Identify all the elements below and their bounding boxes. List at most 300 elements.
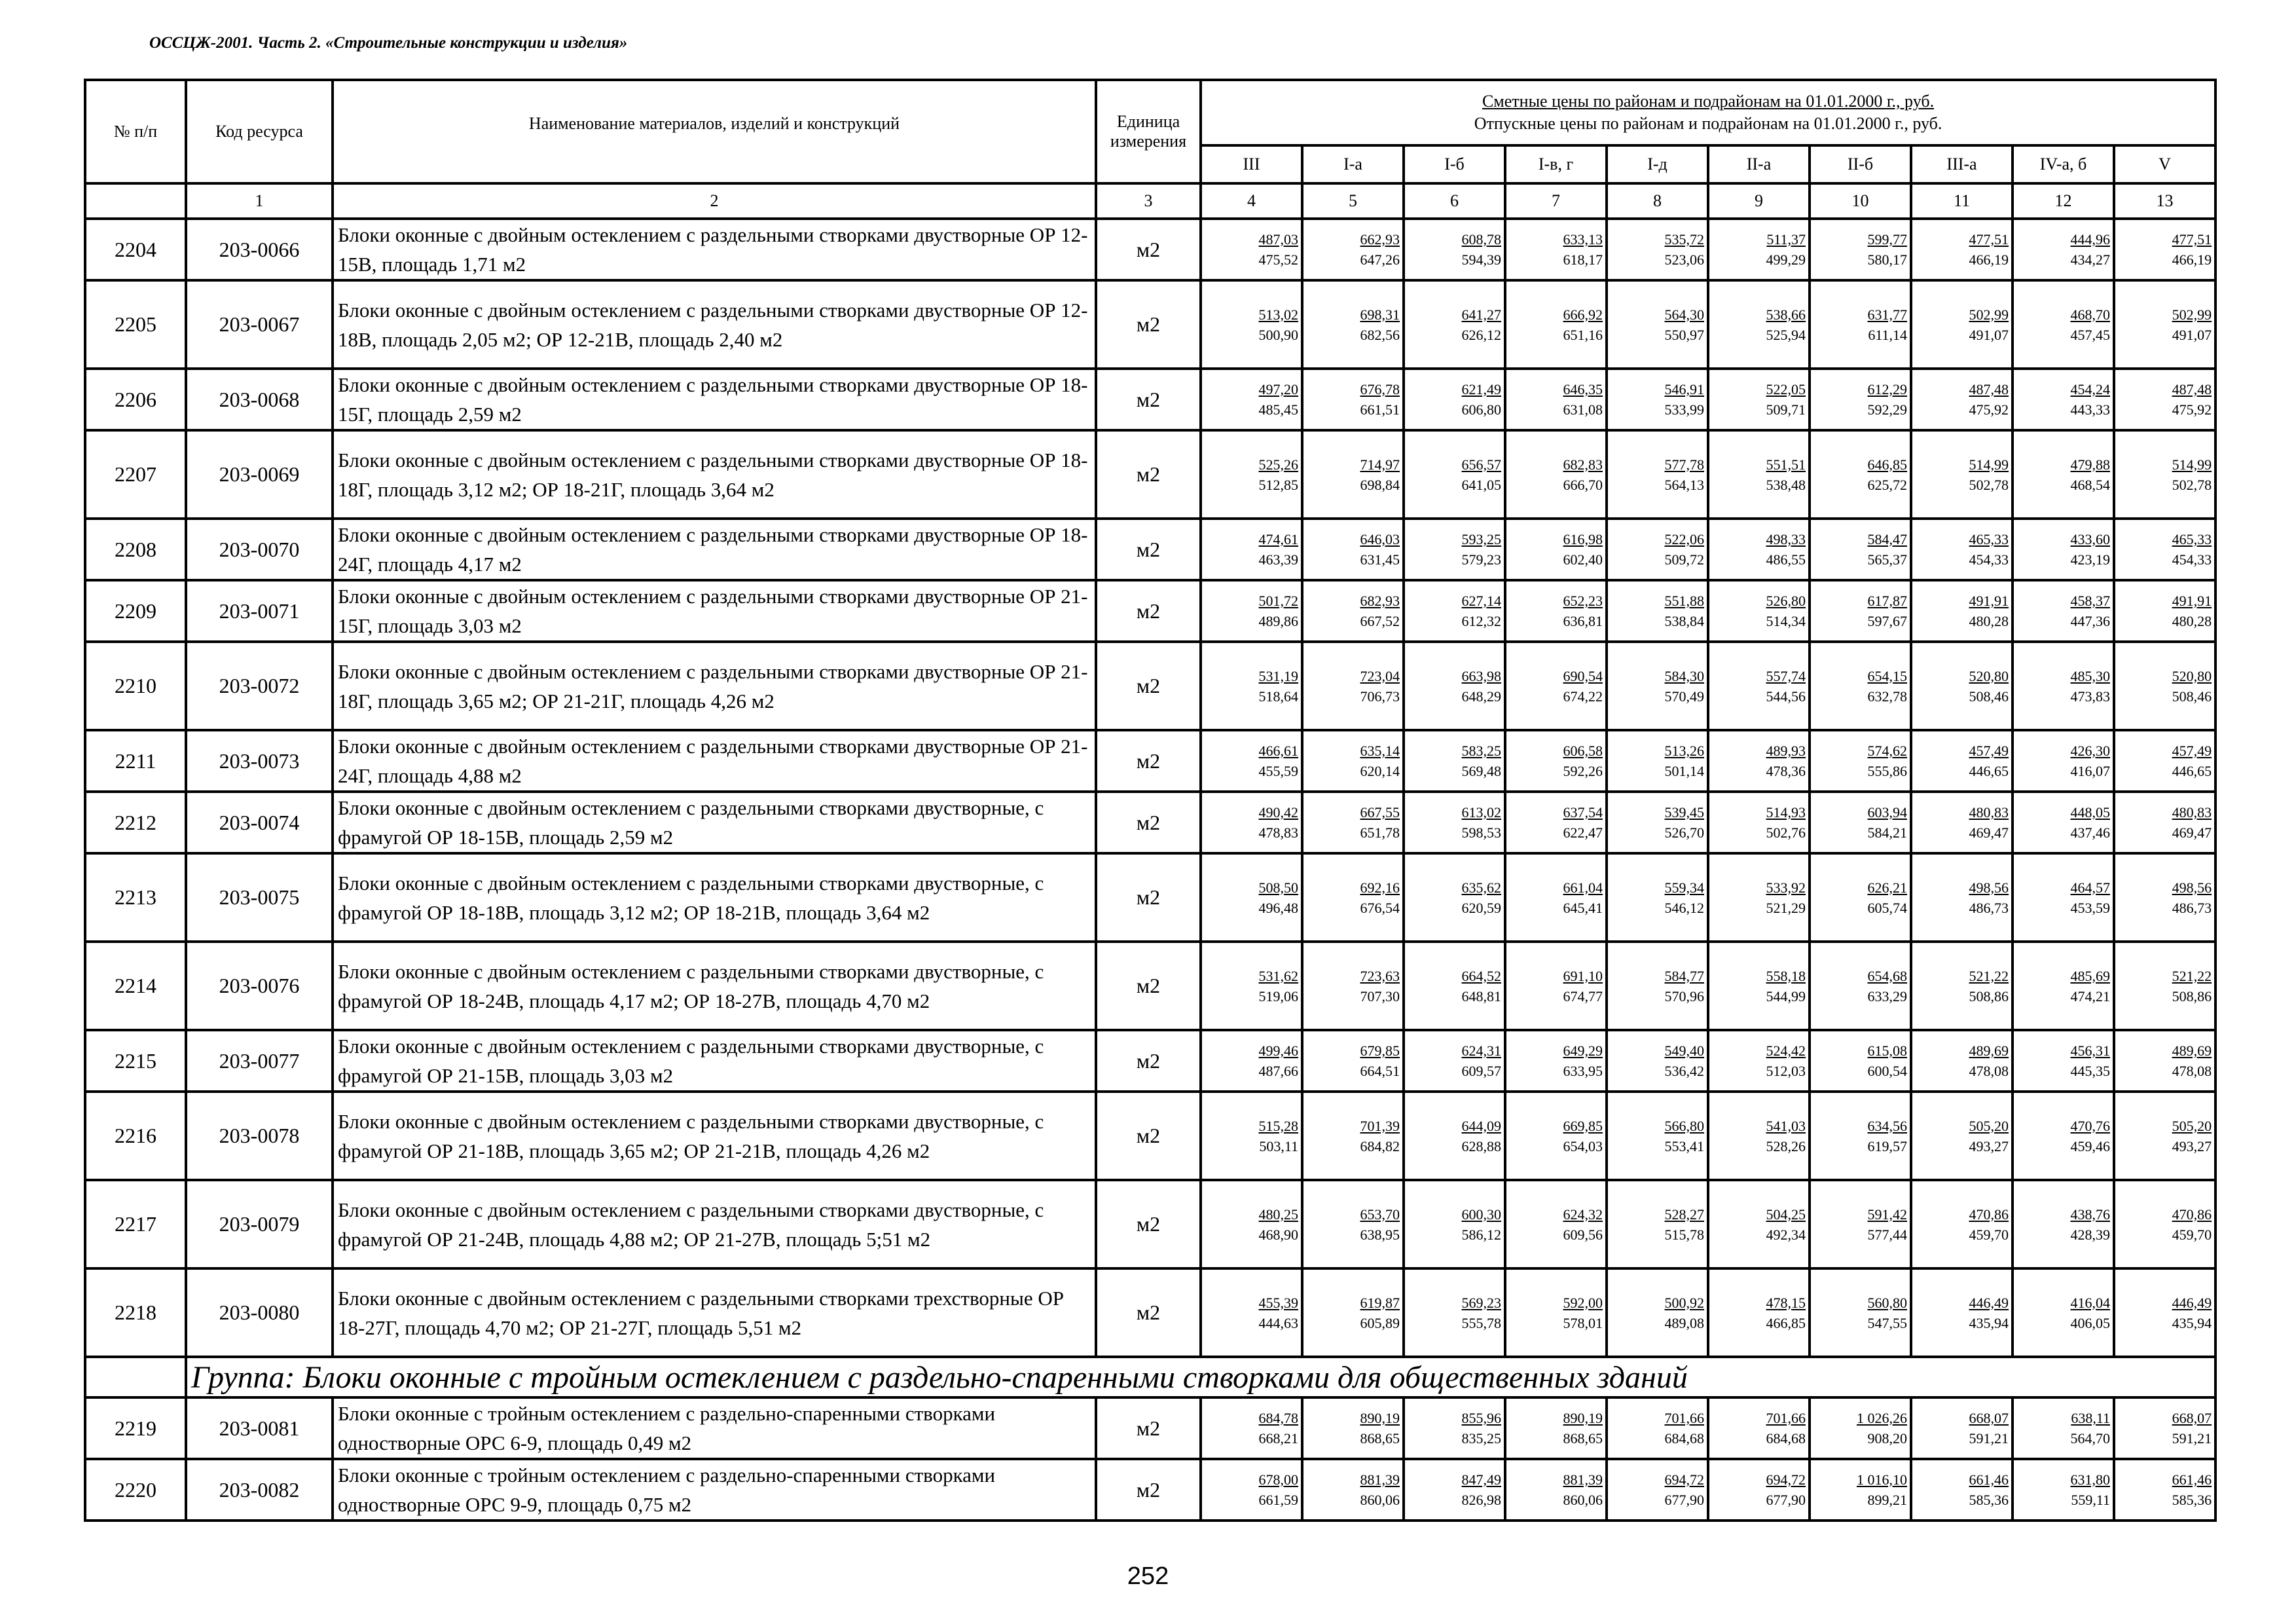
- estimate-price: 593,25: [1461, 531, 1501, 547]
- price-cell: [1810, 730, 1911, 792]
- release-price: 908,20: [1867, 1430, 1907, 1447]
- price-cell: [1404, 280, 1505, 369]
- price-cell: [1505, 1092, 1607, 1180]
- price-cell: [1911, 1092, 2013, 1180]
- header-prices-estimate: Сметные цены по районам и подрайонам на 01.01.2000 г., руб.: [1482, 92, 1935, 111]
- price-cell: [1607, 642, 1708, 730]
- price-cell: [1505, 730, 1607, 792]
- price-cell: [1201, 730, 1302, 792]
- release-price: 677,90: [1664, 1492, 1704, 1508]
- estimate-price: 600,30: [1461, 1206, 1501, 1223]
- estimate-price: 668,07: [2172, 1410, 2212, 1426]
- release-price: 586,12: [1461, 1226, 1501, 1243]
- material-name: Блоки оконные с двойным остеклением с раздельными створками двустворные, с фрамугой ОР 21-18В, площадь 3,65 м2; ОР 21-21В, площадь 4,26 м2: [333, 1092, 1096, 1180]
- estimate-price: 599,77: [1867, 231, 1907, 248]
- price-cell: [1607, 1180, 1708, 1268]
- release-price: 868,65: [1360, 1430, 1400, 1447]
- price-cell: [1505, 792, 1607, 853]
- estimate-price: 666,92: [1563, 306, 1603, 323]
- release-price: 492,34: [1766, 1226, 1806, 1243]
- resource-code: 203-0076: [186, 942, 333, 1030]
- release-price: 445,35: [2070, 1063, 2110, 1079]
- price-cell: [2114, 792, 2215, 853]
- price-cell: [2013, 580, 2114, 642]
- estimate-price: 458,37: [2070, 593, 2110, 609]
- price-cell: [2114, 580, 2215, 642]
- estimate-price: 701,66: [1766, 1410, 1806, 1426]
- table-row: [85, 1459, 2215, 1521]
- price-cell: [1302, 430, 1404, 519]
- estimate-price: 470,76: [2070, 1117, 2110, 1134]
- row-number: 2204: [85, 219, 186, 280]
- price-cell: [1302, 519, 1404, 580]
- material-name: Блоки оконные с двойным остеклением с раздельными створками двустворные ОР 12-18В, площадь 2,05 м2; ОР 12-21В, площадь 2,40 м2: [333, 280, 1096, 369]
- release-price: 860,06: [1563, 1492, 1603, 1508]
- price-cell: [2114, 1030, 2215, 1092]
- release-price: 564,13: [1664, 476, 1704, 493]
- table-row: [85, 280, 2215, 369]
- price-cell: [1607, 730, 1708, 792]
- release-price: 478,08: [1969, 1063, 2009, 1079]
- table-row: [85, 430, 2215, 519]
- estimate-price: 661,46: [2172, 1471, 2212, 1488]
- estimate-price: 515,28: [1258, 1117, 1298, 1134]
- estimate-price: 679,85: [1360, 1043, 1400, 1059]
- header-name: Наименование материалов, изделий и конструкций: [333, 80, 1096, 183]
- estimate-price: 474,61: [1258, 531, 1298, 547]
- column-number-row: [85, 183, 2215, 219]
- price-cell: [1607, 430, 1708, 519]
- material-name: Блоки оконные с двойным остеклением с раздельными створками двустворные, с фрамугой ОР 21-24В, площадь 4,88 м2; ОР 21-27В, площадь 5;51 м2: [333, 1180, 1096, 1268]
- release-price: 594,39: [1461, 251, 1501, 268]
- price-cell: [1201, 642, 1302, 730]
- price-cell: [1911, 1030, 2013, 1092]
- estimate-price: 444,96: [2070, 231, 2110, 248]
- estimate-price: 478,15: [1766, 1294, 1806, 1311]
- estimate-price: 514,93: [1766, 804, 1806, 821]
- estimate-price: 617,87: [1867, 593, 1907, 609]
- release-price: 489,08: [1664, 1314, 1704, 1331]
- price-cell: [2114, 1397, 2215, 1459]
- header-prices-release: Отпускные цены по районам и подрайонам на 01.01.2000 г., руб.: [1474, 114, 1942, 133]
- estimate-price: 569,23: [1461, 1294, 1501, 1311]
- header-code: Код ресурса: [186, 80, 333, 183]
- release-price: 570,49: [1664, 688, 1704, 705]
- region-header: I-а: [1302, 145, 1404, 183]
- release-price: 674,77: [1563, 987, 1603, 1005]
- row-number: 2216: [85, 1092, 186, 1180]
- release-price: 645,41: [1563, 899, 1603, 916]
- column-number: 10: [1810, 183, 1911, 219]
- estimate-price: 881,39: [1563, 1471, 1603, 1488]
- row-number: 2206: [85, 369, 186, 430]
- price-cell: [2114, 430, 2215, 519]
- price-cell: [2114, 519, 2215, 580]
- estimate-price: 522,05: [1766, 381, 1806, 397]
- price-cell: [2114, 853, 2215, 942]
- estimate-price: 691,10: [1563, 967, 1603, 984]
- estimate-price: 631,80: [2070, 1471, 2110, 1488]
- release-price: 525,94: [1766, 326, 1806, 343]
- price-cell: [1708, 1180, 1810, 1268]
- estimate-price: 682,83: [1563, 456, 1603, 473]
- estimate-price: 603,94: [1867, 804, 1907, 821]
- release-price: 435,94: [1969, 1314, 2009, 1331]
- price-cell: [1810, 1180, 1911, 1268]
- estimate-price: 634,56: [1867, 1117, 1907, 1134]
- price-cell: [1708, 1030, 1810, 1092]
- price-cell: [2013, 1030, 2114, 1092]
- price-cell: [1708, 430, 1810, 519]
- estimate-price: 574,62: [1867, 743, 1907, 759]
- estimate-price: 526,80: [1766, 593, 1806, 609]
- price-cell: [1911, 942, 2013, 1030]
- price-cell: [1810, 519, 1911, 580]
- row-number: 2213: [85, 853, 186, 942]
- estimate-price: 489,93: [1766, 743, 1806, 759]
- price-cell: [2013, 219, 2114, 280]
- price-cell: [1911, 580, 2013, 642]
- price-cell: [1607, 942, 1708, 1030]
- header-unit: Единица измерения: [1096, 80, 1201, 183]
- price-cell: [2013, 1397, 2114, 1459]
- price-cell: [1708, 280, 1810, 369]
- estimate-price: 560,80: [1867, 1294, 1907, 1311]
- region-header: I-в, г: [1505, 145, 1607, 183]
- release-price: 459,46: [2070, 1137, 2110, 1154]
- price-cell: [1505, 1397, 1607, 1459]
- price-cell: [2013, 369, 2114, 430]
- price-cell: [1911, 219, 2013, 280]
- estimate-price: 480,25: [1258, 1206, 1298, 1223]
- release-price: 544,99: [1766, 987, 1806, 1005]
- release-price: 682,56: [1360, 326, 1400, 343]
- unit-of-measure: м2: [1096, 1030, 1201, 1092]
- release-price: 514,34: [1766, 613, 1806, 629]
- release-price: 674,22: [1563, 688, 1603, 705]
- resource-code: 203-0078: [186, 1092, 333, 1180]
- release-price: 598,53: [1461, 824, 1501, 841]
- price-cell: [1201, 1092, 1302, 1180]
- price-cell: [2114, 1268, 2215, 1357]
- release-price: 654,03: [1563, 1137, 1603, 1154]
- estimate-price: 497,20: [1258, 381, 1298, 397]
- price-cell: [1911, 519, 2013, 580]
- estimate-price: 627,14: [1461, 593, 1501, 609]
- release-price: 502,78: [1969, 476, 2009, 493]
- estimate-price: 577,78: [1664, 456, 1704, 473]
- estimate-price: 667,55: [1360, 804, 1400, 821]
- price-cell: [1607, 853, 1708, 942]
- estimate-price: 584,47: [1867, 531, 1907, 547]
- price-cell: [2114, 942, 2215, 1030]
- estimate-price: 583,25: [1461, 743, 1501, 759]
- estimate-price: 566,80: [1664, 1117, 1704, 1134]
- resource-code: 203-0080: [186, 1268, 333, 1357]
- table-row: [85, 580, 2215, 642]
- release-price: 559,11: [2071, 1492, 2110, 1508]
- release-price: 508,86: [1969, 987, 2009, 1005]
- release-price: 447,36: [2070, 613, 2110, 629]
- price-cell: [1505, 1459, 1607, 1521]
- unit-of-measure: м2: [1096, 853, 1201, 942]
- price-cell: [1404, 942, 1505, 1030]
- estimate-price: 477,51: [1969, 231, 2009, 248]
- release-price: 444,63: [1258, 1314, 1298, 1331]
- estimate-price: 498,56: [1969, 879, 2009, 896]
- release-price: 546,12: [1664, 899, 1704, 916]
- release-price: 469,47: [2172, 824, 2212, 841]
- estimate-price: 646,85: [1867, 456, 1907, 473]
- price-cell: [1201, 1268, 1302, 1357]
- price-cell: [1607, 219, 1708, 280]
- release-price: 474,21: [2070, 987, 2110, 1005]
- region-header: II-а: [1708, 145, 1810, 183]
- price-cell: [1607, 580, 1708, 642]
- estimate-price: 694,72: [1766, 1471, 1806, 1488]
- column-number: 9: [1708, 183, 1810, 219]
- release-price: 666,70: [1563, 476, 1603, 493]
- release-price: 578,01: [1563, 1314, 1603, 1331]
- table-row: [85, 519, 2215, 580]
- unit-of-measure: м2: [1096, 1268, 1201, 1357]
- price-cell: [1810, 1459, 1911, 1521]
- release-price: 633,29: [1867, 987, 1907, 1005]
- estimate-price: 505,20: [2172, 1117, 2212, 1134]
- material-name: Блоки оконные с двойным остеклением с раздельными створками двустворные ОР 12-15В, площадь 1,71 м2: [333, 219, 1096, 280]
- material-name: Блоки оконные с двойным остеклением с раздельными створками двустворные ОР 18-18Г, площадь 3,12 м2; ОР 18-21Г, площадь 3,64 м2: [333, 430, 1096, 519]
- price-cell: [1302, 219, 1404, 280]
- release-price: 647,26: [1360, 251, 1400, 268]
- release-price: 550,97: [1664, 326, 1704, 343]
- price-cell: [1911, 280, 2013, 369]
- estimate-price: 538,66: [1766, 306, 1806, 323]
- release-price: 579,23: [1461, 551, 1501, 568]
- release-price: 553,41: [1664, 1137, 1704, 1154]
- estimate-price: 557,74: [1766, 667, 1806, 684]
- release-price: 515,78: [1664, 1226, 1704, 1243]
- resource-code: 203-0069: [186, 430, 333, 519]
- estimate-price: 669,85: [1563, 1117, 1603, 1134]
- estimate-price: 501,72: [1258, 593, 1298, 609]
- release-price: 609,57: [1461, 1063, 1501, 1079]
- release-price: 512,03: [1766, 1063, 1806, 1079]
- release-price: 835,25: [1461, 1430, 1501, 1447]
- price-cell: [1810, 853, 1911, 942]
- resource-code: 203-0081: [186, 1397, 333, 1459]
- estimate-price: 723,04: [1360, 667, 1400, 684]
- release-price: 664,51: [1360, 1063, 1400, 1079]
- release-price: 428,39: [2070, 1226, 2110, 1243]
- estimate-price: 489,69: [2172, 1043, 2212, 1059]
- price-cell: [1708, 642, 1810, 730]
- price-cell: [1708, 580, 1810, 642]
- estimate-price: 619,87: [1360, 1294, 1400, 1311]
- release-price: 633,95: [1563, 1063, 1603, 1079]
- release-price: 478,83: [1258, 824, 1298, 841]
- price-cell: [1810, 1397, 1911, 1459]
- release-price: 648,29: [1461, 688, 1501, 705]
- price-cell: [1404, 1180, 1505, 1268]
- release-price: 459,70: [2172, 1226, 2212, 1243]
- region-header: III: [1201, 145, 1302, 183]
- estimate-price: 533,92: [1766, 879, 1806, 896]
- estimate-price: 723,63: [1360, 967, 1400, 984]
- estimate-price: 491,91: [2172, 593, 2212, 609]
- release-price: 526,70: [1664, 824, 1704, 841]
- table-row: [85, 1180, 2215, 1268]
- table-body: [85, 219, 2215, 1521]
- row-number: 2208: [85, 519, 186, 580]
- price-cell: [1810, 369, 1911, 430]
- price-cell: [1505, 642, 1607, 730]
- estimate-price: 499,46: [1258, 1043, 1298, 1059]
- price-cell: [1911, 1397, 2013, 1459]
- release-price: 667,52: [1360, 613, 1400, 629]
- table-row: [85, 1268, 2215, 1357]
- resource-code: 203-0067: [186, 280, 333, 369]
- release-price: 416,07: [2070, 763, 2110, 779]
- estimate-price: 641,27: [1461, 306, 1501, 323]
- estimate-price: 513,26: [1664, 743, 1704, 759]
- resource-code: 203-0068: [186, 369, 333, 430]
- release-price: 475,52: [1258, 251, 1298, 268]
- unit-of-measure: м2: [1096, 430, 1201, 519]
- price-cell: [2013, 430, 2114, 519]
- release-price: 611,14: [1868, 326, 1907, 343]
- release-price: 547,55: [1867, 1314, 1907, 1331]
- estimate-price: 466,61: [1258, 743, 1298, 759]
- unit-of-measure: м2: [1096, 1459, 1201, 1521]
- material-name: Блоки оконные с двойным остеклением с раздельными створками двустворные ОР 21-24Г, площадь 4,88 м2: [333, 730, 1096, 792]
- price-cell: [2114, 219, 2215, 280]
- price-cell: [1302, 1268, 1404, 1357]
- unit-of-measure: м2: [1096, 942, 1201, 1030]
- estimate-price: 652,23: [1563, 593, 1603, 609]
- estimate-price: 502,99: [2172, 306, 2212, 323]
- estimate-price: 646,35: [1563, 381, 1603, 397]
- estimate-price: 608,78: [1461, 231, 1501, 248]
- column-number-empty: [85, 183, 186, 219]
- release-price: 661,59: [1258, 1492, 1298, 1508]
- release-price: 538,84: [1664, 613, 1704, 629]
- release-price: 602,40: [1563, 551, 1603, 568]
- estimate-price: 664,52: [1461, 967, 1501, 984]
- price-cell: [1911, 642, 2013, 730]
- release-price: 508,86: [2172, 987, 2212, 1005]
- column-number: 13: [2114, 183, 2215, 219]
- release-price: 512,85: [1258, 476, 1298, 493]
- release-price: 509,72: [1664, 551, 1704, 568]
- column-number: 5: [1302, 183, 1404, 219]
- estimate-price: 541,03: [1766, 1117, 1806, 1134]
- column-number: 6: [1404, 183, 1505, 219]
- estimate-price: 551,51: [1766, 456, 1806, 473]
- estimate-price: 528,27: [1664, 1206, 1704, 1223]
- material-name: Блоки оконные с тройным остеклением с раздельно-спаренными створками одностворные ОРС 9-9, площадь 0,75 м2: [333, 1459, 1096, 1521]
- document-header: ОССЦЖ-2001. Часть 2. «Строительные конструкции и изделия»: [149, 34, 628, 52]
- estimate-price: 514,99: [1969, 456, 2009, 473]
- release-price: 533,99: [1664, 401, 1704, 418]
- estimate-price: 646,03: [1360, 531, 1400, 547]
- estimate-price: 546,91: [1664, 381, 1704, 397]
- estimate-price: 592,00: [1563, 1294, 1603, 1311]
- estimate-price: 498,33: [1766, 531, 1806, 547]
- release-price: 508,46: [1969, 688, 2009, 705]
- price-cell: [1404, 853, 1505, 942]
- release-price: 435,94: [2172, 1314, 2212, 1331]
- estimate-price: 692,16: [1360, 879, 1400, 896]
- estimate-price: 520,80: [2172, 667, 2212, 684]
- estimate-price: 684,78: [1258, 1410, 1298, 1426]
- estimate-price: 498,56: [2172, 879, 2212, 896]
- price-cell: [1201, 519, 1302, 580]
- release-price: 684,68: [1766, 1430, 1806, 1447]
- price-cell: [1810, 430, 1911, 519]
- estimate-price: 649,29: [1563, 1043, 1603, 1059]
- price-cell: [2114, 369, 2215, 430]
- release-price: 521,29: [1766, 899, 1806, 916]
- price-cell: [1404, 1092, 1505, 1180]
- price-cell: [1302, 580, 1404, 642]
- release-price: 457,45: [2070, 326, 2110, 343]
- price-cell: [1505, 853, 1607, 942]
- estimate-price: 480,83: [1969, 804, 2009, 821]
- estimate-price: 549,40: [1664, 1043, 1704, 1059]
- unit-of-measure: м2: [1096, 280, 1201, 369]
- estimate-price: 644,09: [1461, 1117, 1501, 1134]
- release-price: 493,27: [2172, 1137, 2212, 1154]
- price-cell: [2013, 519, 2114, 580]
- price-cell: [1302, 642, 1404, 730]
- price-cell: [1810, 1268, 1911, 1357]
- row-number: 2212: [85, 792, 186, 853]
- estimate-price: 637,54: [1563, 804, 1603, 821]
- table-row: [85, 853, 2215, 942]
- release-price: 519,06: [1258, 987, 1298, 1005]
- release-price: 499,29: [1766, 251, 1806, 268]
- estimate-price: 465,33: [2172, 531, 2212, 547]
- price-cell: [1911, 1268, 2013, 1357]
- material-name: Блоки оконные с двойным остеклением с раздельными створками трехстворные ОР 18-27Г, площадь 4,70 м2; ОР 21-27Г, площадь 5,51 м2: [333, 1268, 1096, 1357]
- price-cell: [2114, 280, 2215, 369]
- price-cell: [1201, 942, 1302, 1030]
- release-price: 544,56: [1766, 688, 1806, 705]
- release-price: 597,67: [1867, 613, 1907, 629]
- price-cell: [1505, 519, 1607, 580]
- release-price: 636,81: [1563, 613, 1603, 629]
- estimate-price: 698,31: [1360, 306, 1400, 323]
- resource-code: 203-0077: [186, 1030, 333, 1092]
- estimate-price: 551,88: [1664, 593, 1704, 609]
- price-cell: [1302, 853, 1404, 942]
- material-name: Блоки оконные с двойным остеклением с раздельными створками двустворные ОР 21-15Г, площадь 3,03 м2: [333, 580, 1096, 642]
- release-price: 528,26: [1766, 1137, 1806, 1154]
- row-number: 2207: [85, 430, 186, 519]
- release-price: 684,68: [1664, 1430, 1704, 1447]
- estimate-price: 558,18: [1766, 967, 1806, 984]
- estimate-price: 525,26: [1258, 456, 1298, 473]
- price-cell: [1302, 942, 1404, 1030]
- price-cell: [2013, 642, 2114, 730]
- price-cell: [2114, 730, 2215, 792]
- estimate-price: 454,24: [2070, 381, 2110, 397]
- price-cell: [1708, 1268, 1810, 1357]
- price-cell: [1201, 580, 1302, 642]
- release-price: 676,54: [1360, 899, 1400, 916]
- unit-of-measure: м2: [1096, 1397, 1201, 1459]
- release-price: 606,80: [1461, 401, 1501, 418]
